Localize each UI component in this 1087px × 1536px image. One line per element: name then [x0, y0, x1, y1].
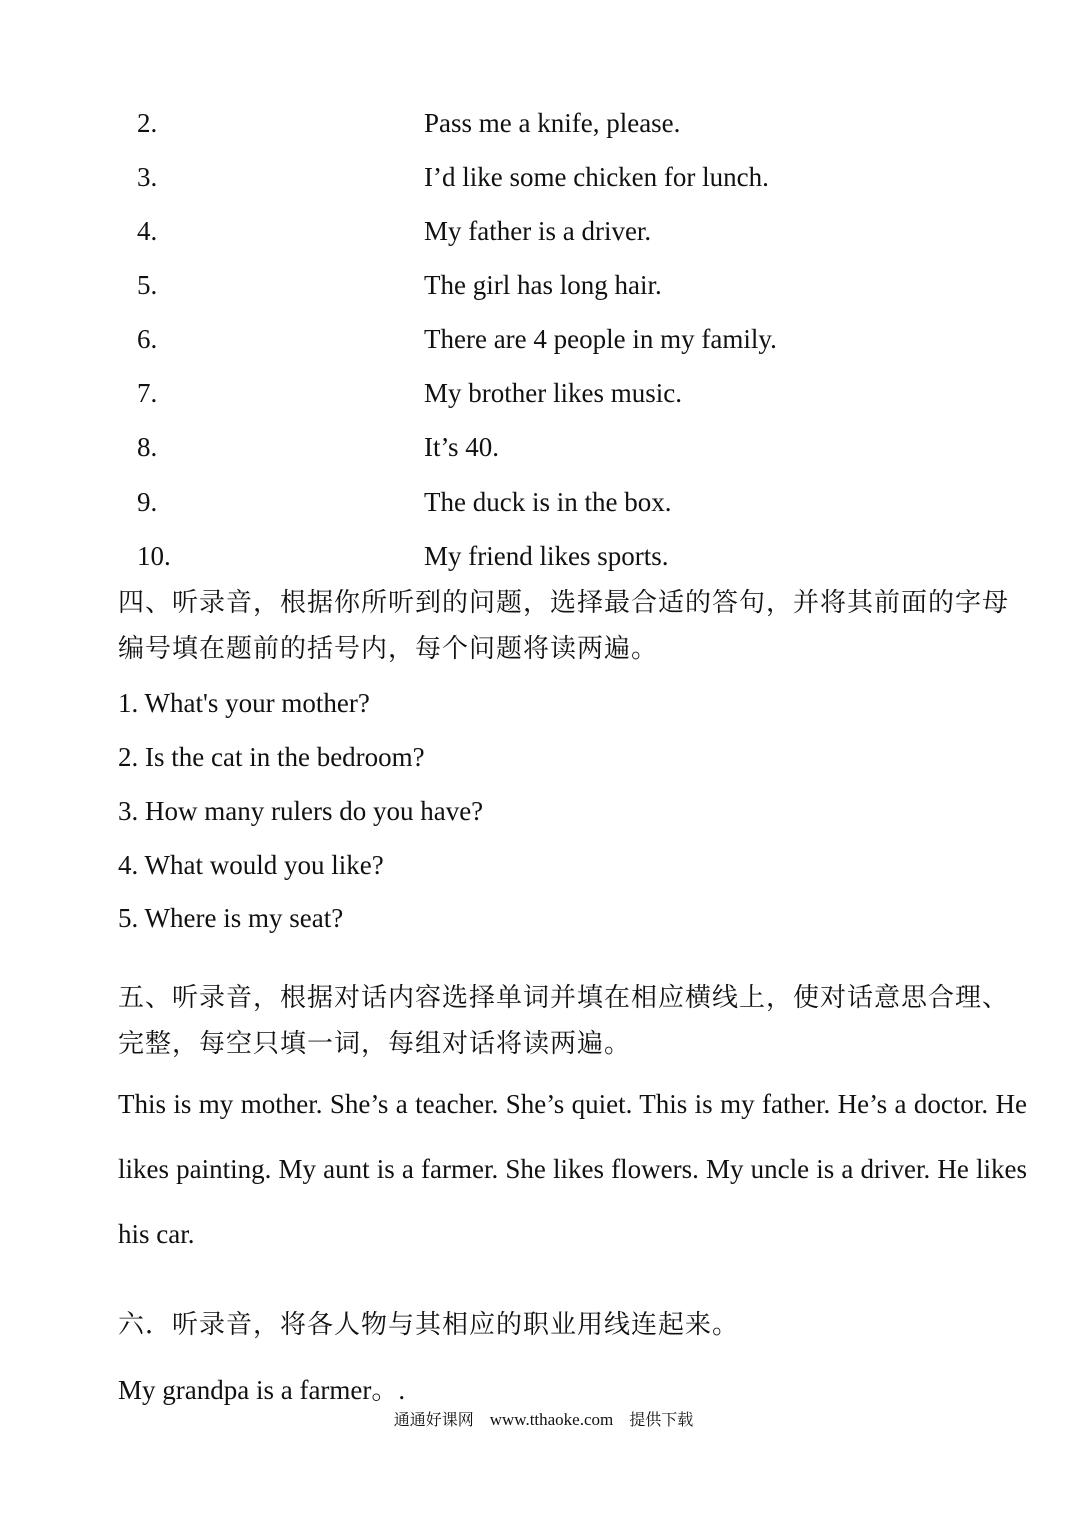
list-item: [0, 265, 1087, 305]
list-item: [0, 373, 1087, 413]
footer-url: www.tthaoke.com: [489, 1410, 614, 1429]
item-number: 9.: [137, 487, 158, 517]
question-item: 5. Where is my seat?: [118, 903, 344, 933]
item-sentence: The duck is in the box.: [424, 487, 672, 517]
list-item: [0, 482, 1087, 522]
item-number: 2.: [137, 108, 158, 138]
item-number: 7.: [137, 378, 158, 408]
item-number: 6.: [137, 324, 158, 354]
section-heading: 五、听录音，根据对话内容选择单词并填在相应横线上，使对话意思合理、完整，每空只填一词，每组对话将读两遍。: [118, 983, 1010, 1059]
item-number: 5.: [137, 270, 158, 300]
item-sentence: Pass me a knife, please.: [424, 108, 681, 138]
item-sentence: My brother likes music.: [424, 378, 682, 408]
section-line: My grandpa is a farmer。.: [118, 1375, 406, 1405]
item-sentence: It’s 40.: [424, 432, 500, 462]
list-item: [0, 319, 1087, 359]
question-item: 1. What's your mother?: [118, 688, 370, 718]
item-sentence: I’d like some chicken for lunch.: [424, 162, 769, 192]
item-sentence: The girl has long hair.: [424, 270, 662, 300]
list-item: [0, 103, 1087, 143]
section-heading: 六．听录音，将各人物与其相应的职业用线连起来。: [118, 1310, 740, 1340]
item-number: 3.: [137, 162, 158, 192]
item-sentence: My friend likes sports.: [424, 541, 669, 571]
question-item: 4. What would you like?: [118, 850, 384, 880]
section-heading: 四、听录音，根据你所听到的问题，选择最合适的答句，并将其前面的字母编号填在题前的括号内，每个问题将读两遍。: [118, 588, 1010, 664]
item-number: 10.: [137, 541, 171, 571]
page-footer: [0, 1408, 1087, 1432]
item-number: 4.: [137, 216, 158, 246]
list-item: [0, 211, 1087, 251]
item-sentence: There are 4 people in my family.: [424, 324, 777, 354]
list-item: [0, 536, 1087, 576]
footer-suffix: 提供下载: [629, 1410, 694, 1429]
passage-text: This is my mother. She’s a teacher. She’s quiet. This is my father. He’s a doctor. He likes painting. My aunt is a farmer. She likes flowers. My uncle is a driver. He likes his car.: [118, 1089, 1027, 1249]
footer-site-name: 通通好课网: [393, 1410, 474, 1429]
item-sentence: My father is a driver.: [424, 216, 652, 246]
item-number: 8.: [137, 432, 158, 462]
list-item: [0, 157, 1087, 197]
list-item: [0, 427, 1087, 467]
question-item: 2. Is the cat in the bedroom?: [118, 742, 425, 772]
question-item: 3. How many rulers do you have?: [118, 796, 484, 826]
